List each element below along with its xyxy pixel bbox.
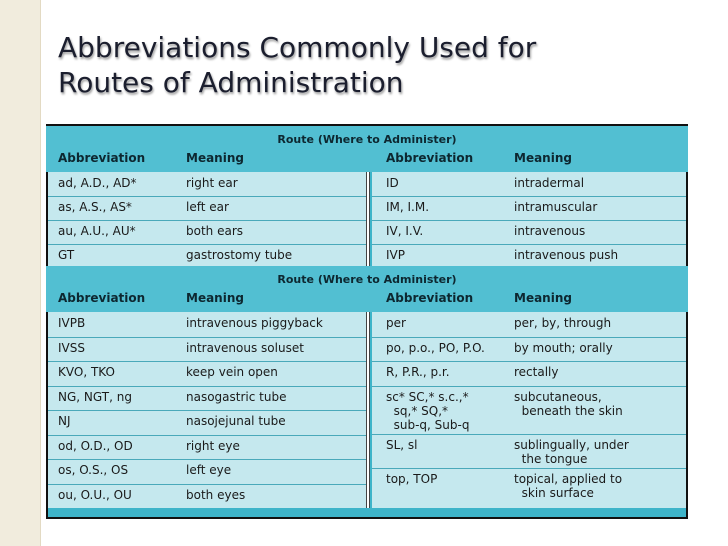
table-cell: intramuscular bbox=[514, 200, 598, 214]
row-divider bbox=[48, 459, 366, 460]
row-divider bbox=[372, 361, 686, 362]
column-header: Meaning bbox=[186, 151, 244, 165]
row-divider bbox=[48, 337, 366, 338]
column-header: Meaning bbox=[186, 291, 244, 305]
table-cell: top, TOP bbox=[386, 471, 438, 486]
row-divider bbox=[372, 468, 686, 469]
table-cell: GT bbox=[58, 248, 75, 262]
table-cell: po, p.o., PO, P.O. bbox=[386, 340, 485, 355]
row-divider bbox=[48, 386, 366, 387]
row-divider bbox=[372, 434, 686, 435]
table-cell: subcutaneous, beneath the skin bbox=[514, 389, 623, 418]
table-cell: keep vein open bbox=[186, 365, 278, 379]
table-cell: topical, applied to skin surface bbox=[514, 471, 623, 500]
title-line-1: Abbreviations Commonly Used for bbox=[58, 31, 537, 64]
table-cell: SL, sl bbox=[386, 437, 418, 452]
table-cell: nasojejunal tube bbox=[186, 414, 286, 428]
row-divider bbox=[48, 410, 366, 411]
table-cell: right eye bbox=[186, 438, 240, 453]
table-cell: ID bbox=[386, 176, 399, 190]
table-cell: od, O.D., OD bbox=[58, 438, 133, 453]
table-cell: ou, O.U., OU bbox=[58, 487, 132, 502]
table-cell: IV, I.V. bbox=[386, 224, 424, 238]
table-cell: KVO, TKO bbox=[58, 365, 115, 379]
table-cell: IVPB bbox=[58, 316, 86, 330]
section2-caption: Route (Where to Administer) bbox=[277, 273, 457, 286]
table-cell: rectally bbox=[514, 365, 559, 379]
table-cell: R, P.R., p.r. bbox=[386, 365, 450, 379]
row-divider bbox=[372, 386, 686, 387]
table-cell: sc* SC,* s.c.,* sq,* SQ,* sub-q, Sub-q bbox=[386, 389, 470, 432]
slide-left-bar bbox=[0, 0, 40, 546]
section2-column-divider bbox=[366, 312, 370, 508]
column-header: Meaning bbox=[514, 151, 572, 165]
abbreviations-table bbox=[46, 124, 688, 519]
row-divider bbox=[372, 220, 686, 221]
section2-header bbox=[46, 266, 688, 312]
table-cell: ad, A.D., AD* bbox=[58, 176, 137, 190]
table-cell: NJ bbox=[58, 414, 71, 428]
table-cell: left ear bbox=[186, 200, 229, 214]
table-cell: by mouth; orally bbox=[514, 340, 613, 355]
table-cell: nasogastric tube bbox=[186, 389, 287, 404]
table-cell: intravenous piggyback bbox=[186, 316, 323, 330]
table-cell: intravenous push bbox=[514, 248, 619, 262]
slide-title bbox=[58, 30, 658, 100]
table-cell: per bbox=[386, 316, 406, 330]
section1-column-divider bbox=[366, 172, 370, 268]
column-header: Abbreviation bbox=[58, 291, 146, 305]
column-header: Abbreviation bbox=[58, 151, 146, 165]
row-divider bbox=[372, 196, 686, 197]
row-divider bbox=[48, 220, 366, 221]
row-divider bbox=[48, 196, 366, 197]
slide-left-bar-edge bbox=[40, 0, 41, 546]
row-divider bbox=[48, 361, 366, 362]
row-divider bbox=[372, 337, 686, 338]
column-header: Abbreviation bbox=[386, 291, 474, 305]
section1-header bbox=[46, 126, 688, 172]
table-cell: os, O.S., OS bbox=[58, 463, 129, 477]
row-divider bbox=[48, 244, 366, 245]
row-divider bbox=[372, 244, 686, 245]
table-cell: both ears bbox=[186, 224, 244, 238]
table-cell: IM, I.M. bbox=[386, 200, 430, 214]
table-cell: left eye bbox=[186, 463, 232, 477]
table-cell: right ear bbox=[186, 176, 238, 190]
table-cell: intradermal bbox=[514, 176, 585, 190]
table-cell: IVSS bbox=[58, 340, 85, 355]
table-cell: as, A.S., AS* bbox=[58, 200, 132, 214]
table-cell: NG, NGT, ng bbox=[58, 389, 132, 404]
row-divider bbox=[48, 484, 366, 485]
column-header: Meaning bbox=[514, 291, 572, 305]
table-cell: both eyes bbox=[186, 487, 246, 502]
table-cell: IVP bbox=[386, 248, 405, 262]
table-cell: intravenous soluset bbox=[186, 340, 304, 355]
table-cell: per, by, through bbox=[514, 316, 612, 330]
title-line-2: Routes of Administration bbox=[58, 66, 404, 99]
table-cell: intravenous bbox=[514, 224, 586, 238]
column-header: Abbreviation bbox=[386, 151, 474, 165]
table-cell: au, A.U., AU* bbox=[58, 224, 136, 238]
row-divider bbox=[48, 435, 366, 436]
table-cell: gastrostomy tube bbox=[186, 248, 293, 262]
section1-caption: Route (Where to Administer) bbox=[277, 133, 457, 146]
table-cell: sublingually, under the tongue bbox=[514, 437, 629, 466]
